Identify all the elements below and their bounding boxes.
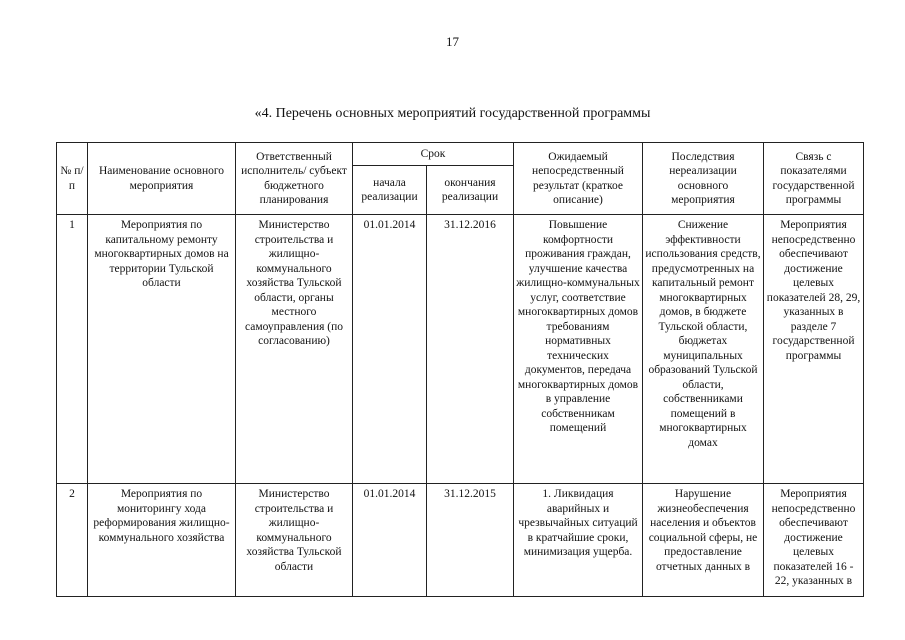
row-start: 01.01.2014 bbox=[353, 484, 427, 597]
row-consequences: Нарушение жизнеобеспечения населения и объектов социальной сферы, не предоставление отчетных данных в bbox=[648, 488, 758, 573]
row-name: Мероприятия по капитальному ремонту многоквартирных домов на территории Тульской области bbox=[88, 215, 236, 484]
header-end: окончания реализации bbox=[427, 166, 514, 215]
row-result: 1. Ликвидация аварийных и чрезвычайных ситуаций в кратчайшие сроки, минимизация ущерба. bbox=[518, 488, 638, 558]
row-end: 31.12.2016 bbox=[427, 215, 514, 484]
row-result: Повышение комфортности проживания граждан, улучшение качества жилищно-коммунальных услуг, соответствие многоквартирных домов требованиям нормативных технических документов, передача многоквартирных домов в управление собственникам помещений bbox=[514, 215, 643, 484]
header-start: начала реализации bbox=[353, 166, 427, 215]
table-row bbox=[57, 484, 864, 597]
row-start: 01.01.2014 bbox=[353, 215, 427, 484]
row-link: Мероприятия непосредственно обеспечивают достижение целевых показателей 16 - 22, указанных в bbox=[771, 488, 856, 587]
row-link: Мероприятия непосредственно обеспечивают достижение целевых показателей 28, 29, указанных в разделе 7 государственной программы bbox=[764, 215, 864, 484]
header-consequences: Последствия нереализации основного мероприятия bbox=[643, 143, 764, 215]
row-end: 31.12.2015 bbox=[427, 484, 514, 597]
header-link: Связь с показателями государственной программы bbox=[764, 143, 864, 215]
row-num: 2 bbox=[57, 484, 88, 597]
activities-table bbox=[56, 142, 864, 597]
header-term: Срок bbox=[353, 143, 514, 166]
section-title: «4. Перечень основных мероприятий государственной программы bbox=[254, 106, 651, 121]
header-executor: Ответственный исполнитель/ субъект бюджетного планирования bbox=[236, 143, 353, 215]
row-consequences: Снижение эффективности использования средств, предусмотренных на капитальный ремонт многоквартирных домов, в бюджете Тульской области, бюджетах муниципальных образований Тульской области, собственниками помещений в многоквартирных домах bbox=[643, 215, 764, 484]
header-name: Наименование основного мероприятия bbox=[88, 143, 236, 215]
header-num: № п/п bbox=[57, 143, 88, 215]
table-row bbox=[57, 215, 864, 484]
page-number: 17 bbox=[446, 34, 459, 49]
row-executor: Министерство строительства и жилищно-коммунального хозяйства Тульской области bbox=[246, 488, 342, 573]
header-result: Ожидаемый непосредственный результат (краткое описание) bbox=[514, 143, 643, 215]
row-executor: Министерство строительства и жилищно-коммунального хозяйства Тульской области, органы местного самоуправления (по согласованию) bbox=[236, 215, 353, 484]
row-num: 1 bbox=[57, 215, 88, 484]
row-name: Мероприятия по мониторингу хода реформирования жилищно-коммунального хозяйства bbox=[93, 488, 230, 544]
